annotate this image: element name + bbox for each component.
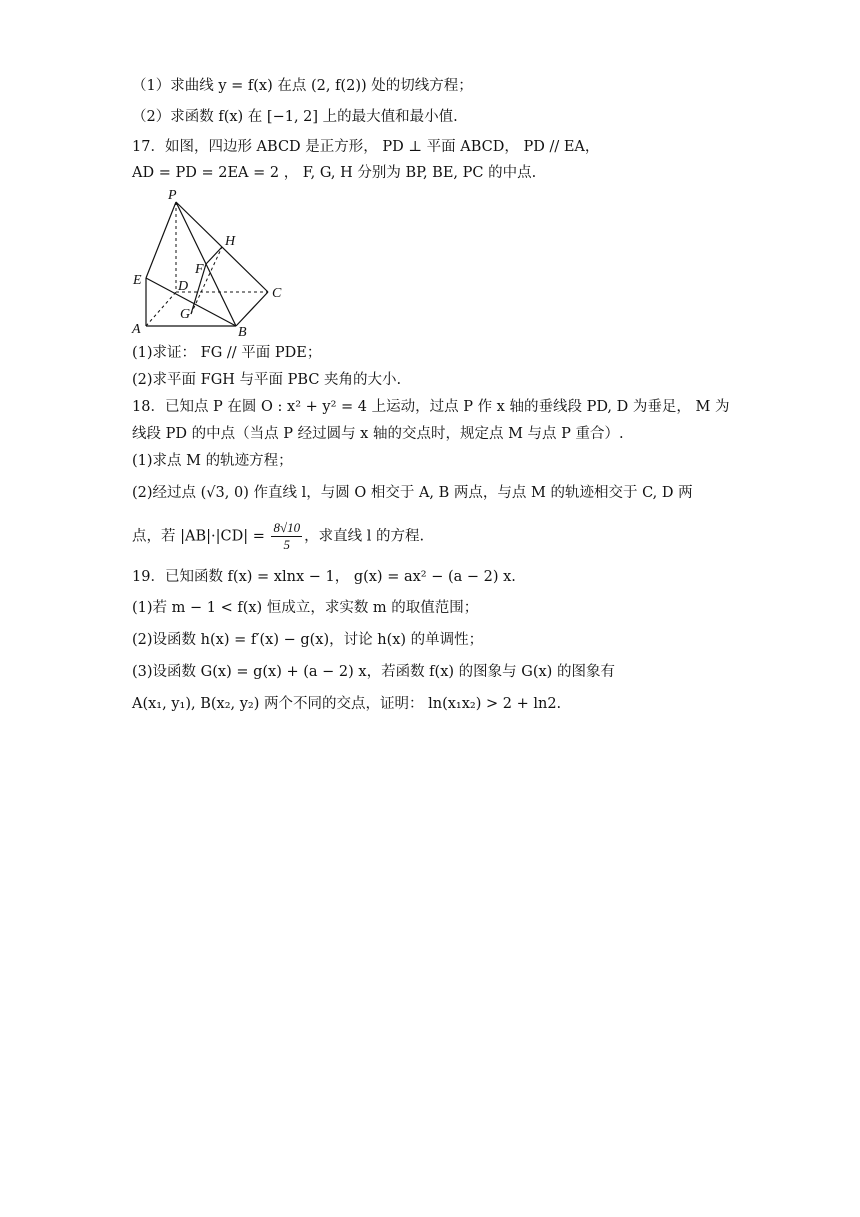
label-A: A bbox=[132, 322, 141, 337]
q17-stem-line2: AD = PD = 2EA = 2 ， F, G, H 分别为 BP, BE, PC 的中点. bbox=[132, 165, 537, 181]
label-E: E bbox=[133, 273, 142, 288]
q19-part1: (1)若 m − 1 < f(x) 恒成立，求实数 m 的取值范围； bbox=[132, 600, 479, 616]
q17-stem-line1: 17．如图，四边形 ABCD 是正方形， PD ⊥ 平面 ABCD， PD // EA， bbox=[132, 139, 600, 155]
q18-part1: (1)求点 M 的轨迹方程； bbox=[132, 453, 293, 469]
segment-FH bbox=[206, 247, 222, 264]
edge-BC bbox=[236, 292, 268, 326]
q18-part2-line2: 点，若 |AB|·|CD| = $\frac{8√10}{5}$ ，求直线 l 的方程. bbox=[132, 520, 425, 552]
fraction-8sqrt10-over-5: $\frac{8√10}{5}$ bbox=[273, 520, 301, 552]
edge-PE bbox=[146, 202, 176, 278]
label-F: F bbox=[195, 262, 204, 277]
label-B: B bbox=[238, 325, 247, 338]
edge-AD bbox=[146, 292, 176, 326]
q16-part1: （1）求曲线 y = f(x) 在点 (2, f(2)) 处的切线方程； bbox=[132, 78, 473, 94]
edge-EB bbox=[146, 278, 236, 326]
label-P: P bbox=[168, 188, 177, 203]
label-G: G bbox=[180, 307, 191, 322]
q19-part2: (2)设函数 h(x) = f′(x) − g(x)，讨论 h(x) 的单调性； bbox=[132, 632, 484, 648]
q19-part3-line2: A(x₁, y₁), B(x₂, y₂) 两个不同的交点，证明： ln(x₁x₂) > 2 + ln2. bbox=[132, 696, 562, 712]
q17-pyramid-figure bbox=[128, 188, 298, 338]
label-H: H bbox=[225, 234, 236, 249]
q19-stem: 19．已知函数 f(x) = xlnx − 1， g(x) = ax² − (a − 2) x. bbox=[132, 569, 516, 585]
q18-part2-line1: (2)经过点 (√3, 0) 作直线 l，与圆 O 相交于 A, B 两点，与点 M 的轨迹相交于 C, D 两 bbox=[132, 485, 693, 501]
q16-part2: （2）求函数 f(x) 在 [−1, 2] 上的最大值和最小值. bbox=[132, 109, 458, 125]
q18-stem-line1: 18．已知点 P 在圆 O : x² + y² = 4 上运动，过点 P 作 x 轴的垂线段 PD, D 为垂足， M 为 bbox=[132, 399, 730, 415]
q17-part1: (1)求证： FG // 平面 PDE； bbox=[132, 345, 322, 361]
q18-stem-line2: 线段 PD 的中点（当点 P 经过圆与 x 轴的交点时，规定点 M 与点 P 重合）. bbox=[132, 426, 624, 442]
label-D: D bbox=[178, 279, 189, 294]
q19-part3-line1: (3)设函数 G(x) = g(x) + (a − 2) x，若函数 f(x) 的图象与 G(x) 的图象有 bbox=[132, 664, 615, 680]
segment-GH bbox=[191, 247, 222, 314]
label-C: C bbox=[272, 286, 282, 301]
q17-part2: (2)求平面 FGH 与平面 PBC 夹角的大小. bbox=[132, 372, 402, 388]
